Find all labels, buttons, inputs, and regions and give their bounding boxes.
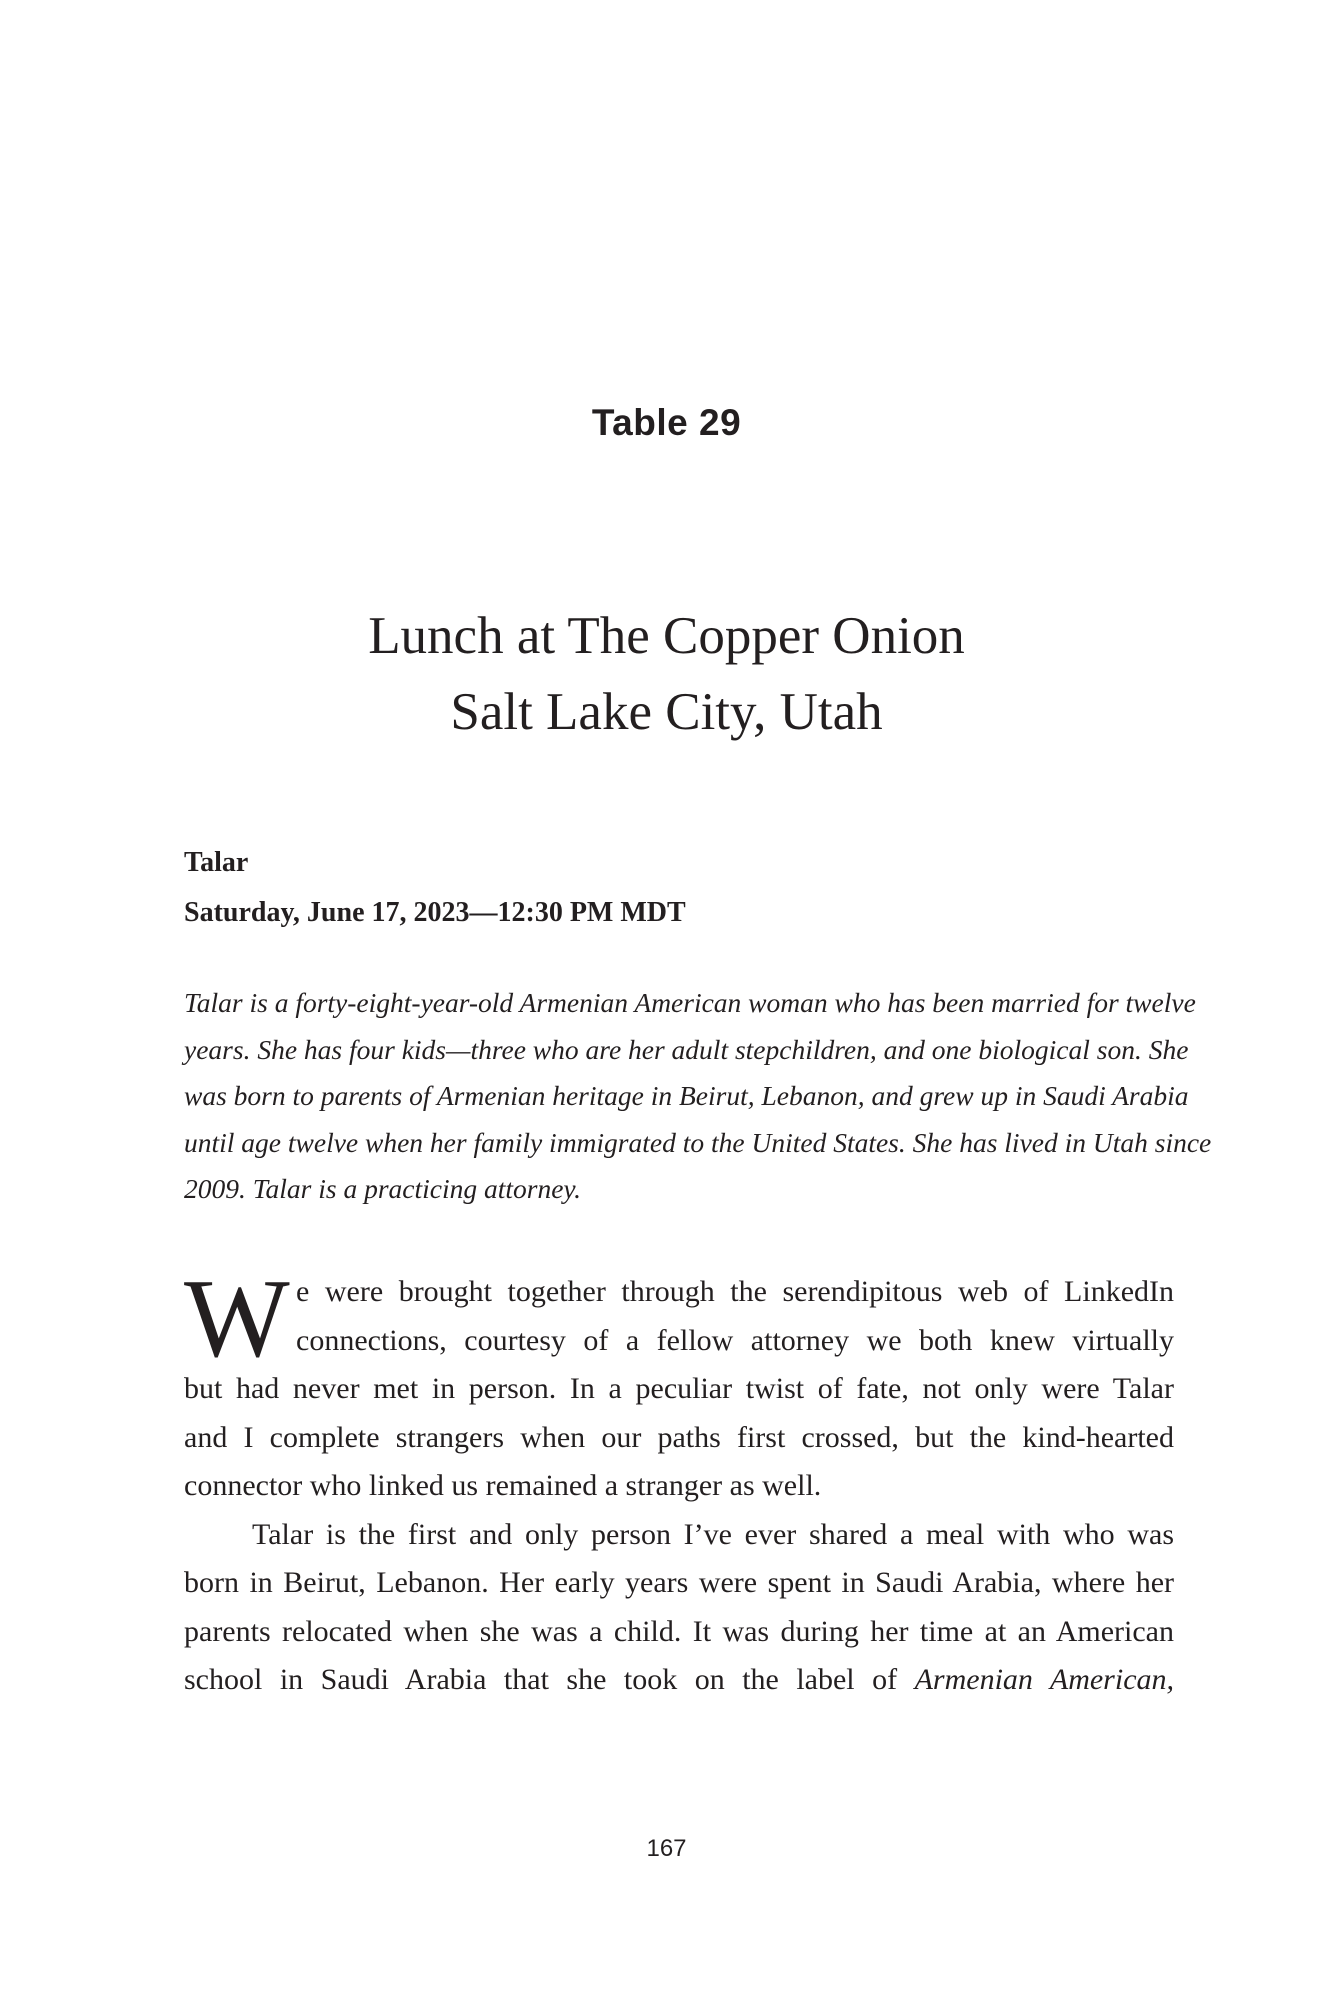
body-line: e were brought together through the serendipitous web of LinkedIn bbox=[296, 1275, 1174, 1308]
body-line-text: school in Saudi Arabia that she took on the label of bbox=[184, 1663, 898, 1696]
body-line: and I complete strangers when our paths first crossed, but the kind-hearted bbox=[184, 1420, 1174, 1454]
intro-line: until age twelve when her family immigrated to the United States. She has lived in Utah since bbox=[184, 1126, 1212, 1158]
drop-cap: W bbox=[184, 1257, 290, 1381]
body-line: but had never met in person. In a peculiar twist of fate, not only were Talar bbox=[184, 1372, 1174, 1405]
body-line bbox=[184, 1656, 1174, 1705]
body-line: parents relocated when she was a child. It was during her time at an American bbox=[184, 1614, 1174, 1648]
chapter-title-line: Salt Lake City, Utah bbox=[450, 683, 883, 741]
body-text bbox=[184, 1268, 1174, 1705]
intro-paragraph bbox=[184, 980, 1212, 1213]
intro-line: Talar is a forty-eight-year-old Armenian American woman who has been married for twelve bbox=[184, 987, 1196, 1018]
intro-line: was born to parents of Armenian heritage in Beirut, Lebanon, and grew up in Saudi Arabia bbox=[184, 1080, 1189, 1111]
intro-line: years. She has four kids—three who are her adult stepchildren, and one biological son. She bbox=[184, 1033, 1189, 1065]
intro-line: 2009. Talar is a practicing attorney. bbox=[184, 1173, 581, 1204]
chapter-label: Table 29 bbox=[591, 402, 742, 443]
byline-datetime: Saturday, June 17, 2023—12:30 PM MDT bbox=[184, 897, 686, 928]
byline bbox=[184, 838, 686, 938]
body-line: born in Beirut, Lebanon. Her early years were spent in Saudi Arabia, where her bbox=[184, 1566, 1174, 1599]
page-number: 167 bbox=[646, 1835, 687, 1862]
chapter-title-line: Lunch at The Copper Onion bbox=[368, 607, 965, 665]
body-line: connections, courtesy of a fellow attorney we both knew virtually bbox=[296, 1323, 1174, 1357]
chapter-title bbox=[0, 598, 1333, 750]
body-line: Talar is the first and only person I’ve ever shared a meal with who was bbox=[252, 1517, 1174, 1551]
byline-name: Talar bbox=[184, 847, 249, 878]
body-line: connector who linked us remained a stranger as well. bbox=[184, 1469, 822, 1502]
italic-phrase: Armenian American, bbox=[914, 1663, 1175, 1696]
